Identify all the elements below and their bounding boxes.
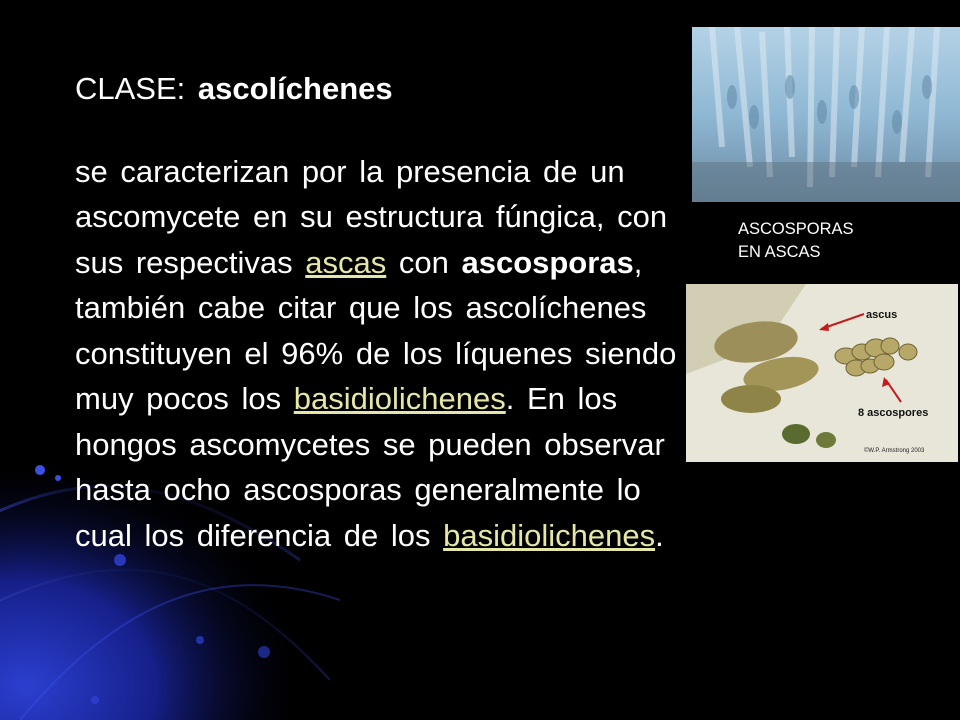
caption-line-1: ASCOSPORAS [738,220,854,238]
slide-body [75,66,685,558]
paragraph-text: se caracterizan por la presencia de un ascomycete en su estructura fúngica, con sus respectivas [75,153,668,280]
paragraph-text: . [655,517,664,553]
slide-title [75,66,685,112]
label-ascospores: 8 ascospores [858,407,929,419]
copyright-label: ©W.P. Armstrong 2003 [864,448,925,454]
hyperlink-basidiolichenes[interactable]: basidiolichenes [443,517,656,553]
label-ascus: ascus [866,309,898,321]
paragraph-text: , también cabe citar que los ascolíchenes constituyen el 96% de los líquenes siendo muy pocos los [75,244,677,416]
description-paragraph [75,149,685,559]
ascus-micrograph [686,284,958,462]
paragraph-text: con [386,244,462,280]
bold-term: ascosporas [461,244,634,280]
hyperlink-basidiolichenes[interactable]: basidiolichenes [293,381,506,416]
ascas-micrograph [692,27,960,202]
paragraph-text: . En los hongos ascomycetes se pueden observar hasta ocho ascosporas generalmente lo cual los diferencia de los [75,381,665,553]
title-bold: ascolíchenes [197,71,393,106]
hyperlink-ascas[interactable]: ascas [305,244,387,280]
title-prefix: CLASE: [75,71,198,106]
photo-caption [738,218,938,264]
caption-line-2: EN ASCAS [738,243,821,261]
